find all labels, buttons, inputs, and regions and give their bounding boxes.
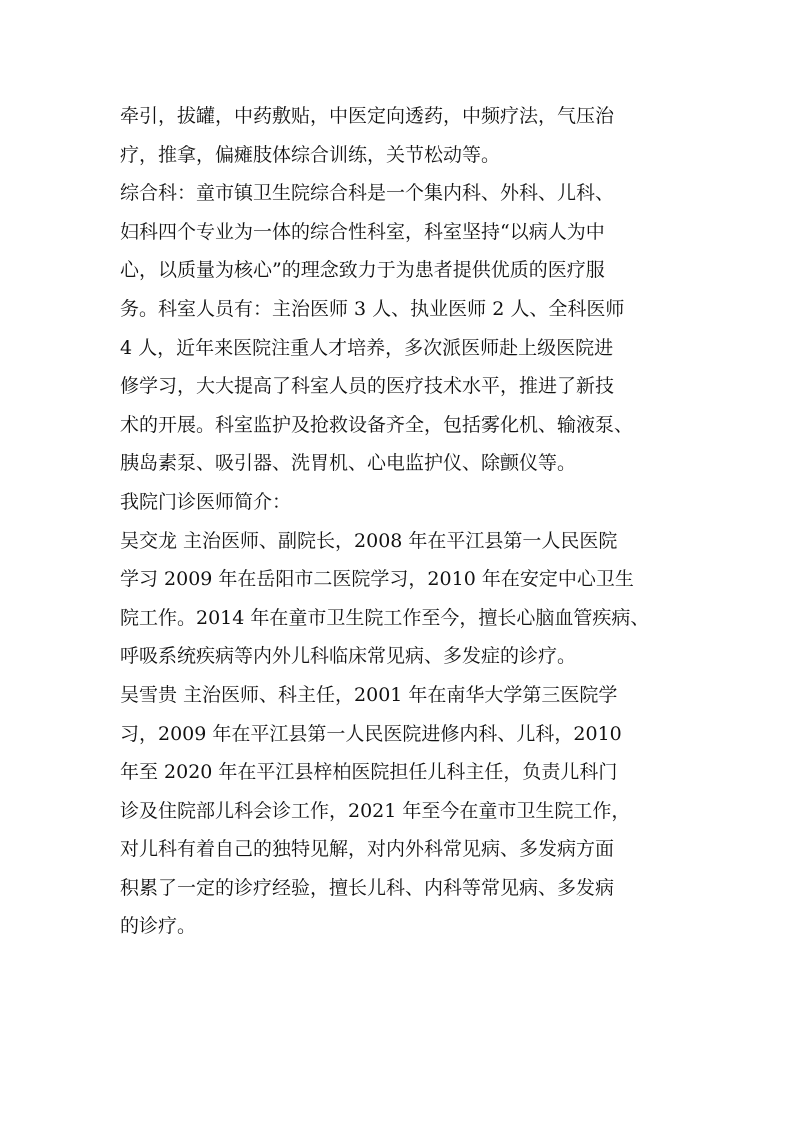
text-line: 心，以质量为核心”的理念致力于为患者提供优质的医疗服 xyxy=(120,259,605,282)
text-line: 院工作。2014 年在童市卫生院工作至今，擅长心脑血管疾病、 xyxy=(120,606,650,629)
text-line: 年至 2020 年在平江县梓柏医院担任儿科主任，负责儿科门 xyxy=(120,761,618,784)
section-heading: 我院门诊医师简介： xyxy=(120,490,292,513)
text-line: 积累了一定的诊疗经验，擅长儿科、内科等常见病、多发病 xyxy=(120,876,615,899)
text-line: 疗，推拿，偏瘫肢体综合训练，关节松动等。 xyxy=(120,143,501,166)
text-line: 吴交龙 主治医师、副院长，2008 年在平江县第一人民医院 xyxy=(120,529,618,552)
text-line: 吴雪贵 主治医师、科主任，2001 年在南华大学第三医院学 xyxy=(120,683,618,706)
text-line: 术的开展。科室监护及抢救设备齐全，包括雾化机、输液泵、 xyxy=(120,413,634,436)
text-line: 胰岛素泵、吸引器、洗胃机、心电监护仪、除颤仪等。 xyxy=(120,452,577,475)
text-line: 妇科四个专业为一体的综合性科室，科室坚持“以病人为中 xyxy=(120,220,605,243)
text-line: 习，2009 年在平江县第一人民医院进修内科、儿科，2010 xyxy=(120,722,622,745)
text-line: 呼吸系统疾病等内外儿科临床常见病、多发症的诊疗。 xyxy=(120,645,577,668)
text-line: 综合科：童市镇卫生院综合科是一个集内科、外科、儿科、 xyxy=(120,182,615,205)
text-line: 牵引，拔罐，中药敷贴，中医定向透药，中频疗法，气压治 xyxy=(120,105,615,127)
document-body xyxy=(120,97,675,946)
text-line: 对儿科有着自己的独特见解，对内外科常见病、多发病方面 xyxy=(120,838,615,861)
text-line: 务。科室人员有：主治医师 3 人、执业医师 2 人、全科医师 xyxy=(120,297,625,320)
text-line: 修学习，大大提高了科室人员的医疗技术水平，推进了新技 xyxy=(120,375,615,398)
text-line: 4 人，近年来医院注重人才培养，多次派医师赴上级医院进 xyxy=(120,336,614,359)
text-line: 学习 2009 年在岳阳市二医院学习，2010 年在安定中心卫生 xyxy=(120,568,634,591)
text-line: 的诊疗。 xyxy=(120,915,197,938)
text-line: 诊及住院部儿科会诊工作，2021 年至今在童市卫生院工作， xyxy=(120,799,631,822)
